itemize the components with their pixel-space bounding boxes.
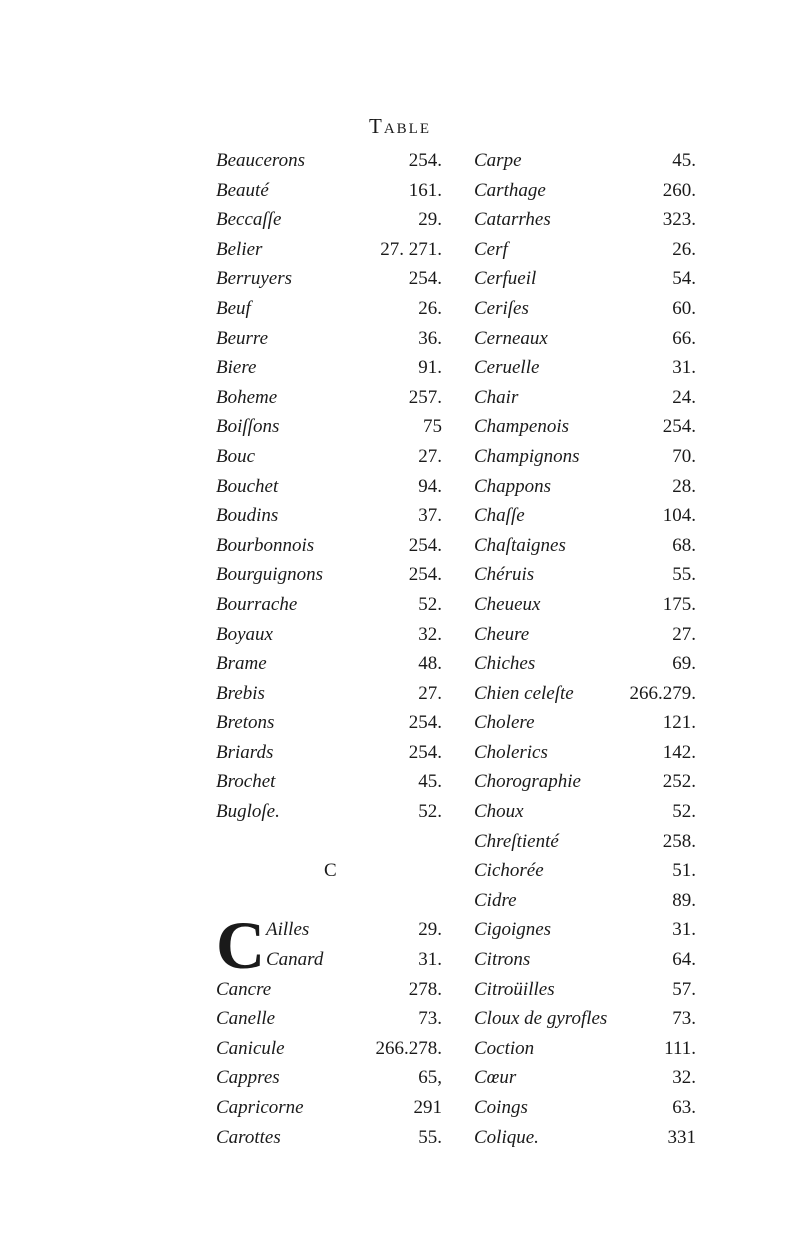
index-entry <box>216 205 442 235</box>
entry-term: Briards <box>216 741 274 763</box>
entry-page-number: 161. <box>408 179 442 201</box>
entry-term: Chreſtienté <box>474 830 559 852</box>
index-entry <box>216 235 442 265</box>
entry-term: Beaucerons <box>216 150 305 171</box>
entry-page-number: 32. <box>672 1067 696 1089</box>
entry-page-number: 32. <box>418 623 442 645</box>
entry-page-number: 73. <box>418 1008 442 1030</box>
entry-term: Choux <box>474 801 524 823</box>
entry-term: Cerfueil <box>474 268 537 290</box>
entry-term: Chair <box>474 386 519 408</box>
index-entry <box>216 649 442 679</box>
entry-term: Cheure <box>474 623 530 645</box>
index-entry <box>474 945 696 975</box>
entry-term: Beccaſſe <box>216 209 282 231</box>
index-entry <box>474 1063 696 1093</box>
entry-page-number: 36. <box>418 327 442 349</box>
index-entry <box>216 915 442 945</box>
index-entry <box>216 708 442 738</box>
index-entry <box>216 442 442 472</box>
entry-page-number: 254. <box>662 416 696 438</box>
index-entry <box>474 353 696 383</box>
entry-term: Canelle <box>216 1008 276 1030</box>
entry-page-number: 57. <box>672 978 696 1000</box>
entry-page-number: 254. <box>408 741 442 763</box>
drop-cap-block <box>216 907 442 984</box>
entry-term: Belier <box>216 238 263 260</box>
entry-page-number: 266.279. <box>629 682 696 704</box>
entry-page-number: 26. <box>672 238 696 260</box>
index-entry <box>474 235 696 265</box>
index-entry <box>216 472 442 502</box>
entry-term: Chappons <box>474 475 552 497</box>
entry-page-number: 278. <box>408 978 442 1000</box>
entry-term: Ceriſes <box>474 297 529 319</box>
index-entry <box>216 1123 442 1153</box>
entry-page-number: 254. <box>408 150 442 171</box>
entry-page-number: 52. <box>418 593 442 615</box>
entry-page-number: 91. <box>418 357 442 379</box>
entry-term: Cerneaux <box>474 327 548 349</box>
entry-page-number: 26. <box>418 297 442 319</box>
index-entry <box>474 738 696 768</box>
entry-term: Catarrhes <box>474 209 551 231</box>
entry-page-number: 54. <box>672 268 696 290</box>
entry-term: Brochet <box>216 771 276 793</box>
entry-page-number: 51. <box>672 860 696 882</box>
index-entry <box>474 1034 696 1064</box>
index-entry <box>474 620 696 650</box>
entry-term: Cancre <box>216 978 272 1000</box>
index-entry <box>216 324 442 354</box>
index-entry <box>474 856 696 886</box>
entry-term: Bourguignons <box>216 564 323 586</box>
index-entry <box>474 531 696 561</box>
entry-term: Boudins <box>216 505 279 527</box>
entry-page-number: 52. <box>418 801 442 823</box>
index-entry <box>474 886 696 916</box>
index-entry <box>216 1004 442 1034</box>
entry-term: Berruyers <box>216 268 292 290</box>
entry-page-number: 45. <box>418 771 442 793</box>
entry-term: Chaſſe <box>474 505 525 527</box>
entry-page-number: 63. <box>672 1097 696 1118</box>
entry-page-number: 31. <box>418 949 442 971</box>
entry-term: Chiches <box>474 653 536 675</box>
entry-page-number: 37. <box>418 505 442 527</box>
entry-page-number: 104. <box>662 505 696 527</box>
index-entry <box>474 442 696 472</box>
index-entry <box>216 176 442 206</box>
entry-page-number: 252. <box>662 771 696 793</box>
index-entry <box>216 560 442 590</box>
entry-term: Colique. <box>474 1126 539 1148</box>
entry-term: Boheme <box>216 386 278 408</box>
entry-page-number: 27. <box>672 623 696 645</box>
index-list-c-right <box>474 146 696 1152</box>
drop-cap-initial: C <box>216 907 266 984</box>
index-entry <box>474 412 696 442</box>
index-entry <box>216 738 442 768</box>
index-list-b <box>216 146 442 827</box>
entry-page-number: 323. <box>662 209 696 231</box>
index-column-right <box>474 146 696 1152</box>
entry-page-number: 69. <box>672 653 696 675</box>
entry-page-number: 31. <box>672 919 696 941</box>
index-entry <box>216 412 442 442</box>
index-entry <box>216 945 442 975</box>
index-entry <box>216 146 442 176</box>
entry-term: Cerf <box>474 238 508 260</box>
index-entry <box>216 294 442 324</box>
entry-term: Capricorne <box>216 1097 304 1118</box>
index-entry <box>474 590 696 620</box>
entry-page-number: 55. <box>672 564 696 586</box>
section-gap <box>216 827 442 857</box>
entry-page-number: 175. <box>662 593 696 615</box>
entry-page-number: 27. <box>418 445 442 467</box>
index-entry <box>474 176 696 206</box>
index-column-left <box>216 146 442 1152</box>
entry-page-number: 254. <box>408 712 442 734</box>
index-entry <box>474 472 696 502</box>
index-entry <box>474 560 696 590</box>
drop-cap-entries <box>216 907 442 984</box>
index-entry <box>216 1034 442 1064</box>
index-entry <box>474 1093 696 1123</box>
entry-page-number: 75 <box>423 416 442 438</box>
index-entry <box>216 797 442 827</box>
index-entry <box>216 531 442 561</box>
index-entry <box>474 1123 696 1153</box>
index-entry <box>474 915 696 945</box>
entry-page-number: 28. <box>672 475 696 497</box>
entry-page-number: 260. <box>662 179 696 201</box>
entry-term: Citroüilles <box>474 978 555 1000</box>
entry-term: Brame <box>216 653 267 675</box>
entry-term: Beauté <box>216 179 269 201</box>
index-entry <box>474 205 696 235</box>
index-entry <box>216 620 442 650</box>
entry-page-number: 121. <box>662 712 696 734</box>
entry-page-number: 29. <box>418 209 442 231</box>
entry-term: Chéruis <box>474 564 535 586</box>
entry-page-number: 331 <box>667 1126 696 1148</box>
entry-page-number: 27. <box>418 682 442 704</box>
entry-term: Carthage <box>474 179 546 201</box>
section-letter: C <box>324 860 337 882</box>
entry-page-number: 52. <box>672 801 696 823</box>
entry-term: Chaſtaignes <box>474 534 566 556</box>
index-entry <box>216 1063 442 1093</box>
entry-page-number: 266.278. <box>375 1037 442 1059</box>
entry-term: Carottes <box>216 1126 281 1148</box>
entry-term: Cholere <box>474 712 535 734</box>
index-entry <box>216 767 442 797</box>
entry-page-number: 68. <box>672 534 696 556</box>
index-entry <box>474 501 696 531</box>
entry-term: Cigoignes <box>474 919 552 941</box>
entry-page-number: 24. <box>672 386 696 408</box>
index-entry <box>474 264 696 294</box>
entry-page-number: 254. <box>408 564 442 586</box>
entry-term: Bouchet <box>216 475 279 497</box>
entry-term: Cœur <box>474 1067 517 1089</box>
index-entry <box>216 383 442 413</box>
entry-page-number: 254. <box>408 268 442 290</box>
entry-term: Cidre <box>474 889 517 911</box>
entry-page-number: 94. <box>418 475 442 497</box>
index-entry <box>216 501 442 531</box>
index-entry <box>474 679 696 709</box>
entry-term: Bourrache <box>216 593 298 615</box>
entry-term: Brebis <box>216 682 265 704</box>
entry-term: Carpe <box>474 150 522 171</box>
entry-term: Chien celeſte <box>474 682 574 704</box>
entry-term: Biere <box>216 357 257 379</box>
entry-term: Bouc <box>216 445 256 467</box>
index-entry <box>474 383 696 413</box>
entry-page-number: 142. <box>662 741 696 763</box>
entry-term: Chorographie <box>474 771 581 793</box>
entry-term: Canicule <box>216 1037 285 1059</box>
entry-page-number: 73. <box>672 1008 696 1030</box>
entry-page-number: 64. <box>672 949 696 971</box>
entry-term: Ailles <box>266 919 310 941</box>
entry-term: Beurre <box>216 327 269 349</box>
entry-term: Canard <box>266 949 324 971</box>
index-entry <box>474 324 696 354</box>
index-entry <box>216 590 442 620</box>
entry-page-number: 48. <box>418 653 442 675</box>
index-entry <box>474 767 696 797</box>
entry-page-number: 111. <box>664 1037 696 1059</box>
entry-term: Ceruelle <box>474 357 540 379</box>
entry-page-number: 66. <box>672 327 696 349</box>
entry-page-number: 55. <box>418 1126 442 1148</box>
entry-term: Beuf <box>216 297 251 319</box>
entry-term: Bretons <box>216 712 275 734</box>
entry-page-number: 70. <box>672 445 696 467</box>
entry-term: Citrons <box>474 949 531 971</box>
entry-page-number: 258. <box>662 830 696 852</box>
entry-term: Cappres <box>216 1067 280 1089</box>
entry-term: Coction <box>474 1037 535 1059</box>
entry-page-number: 27. 271. <box>380 238 442 260</box>
entry-page-number: 45. <box>672 150 696 171</box>
entry-page-number: 291 <box>413 1097 442 1118</box>
entry-page-number: 60. <box>672 297 696 319</box>
index-entry <box>474 827 696 857</box>
entry-term: Boiſſons <box>216 416 280 438</box>
entry-page-number: 89. <box>672 889 696 911</box>
index-list-c <box>216 975 442 1153</box>
index-entry <box>474 797 696 827</box>
entry-page-number: 31. <box>672 357 696 379</box>
entry-term: Cholerics <box>474 741 548 763</box>
entry-page-number: 257. <box>408 386 442 408</box>
index-entry <box>474 649 696 679</box>
index-entry <box>216 679 442 709</box>
entry-page-number: 29. <box>418 919 442 941</box>
index-entry <box>474 146 696 176</box>
entry-term: Cheueux <box>474 593 541 615</box>
entry-page-number: 65, <box>418 1067 442 1089</box>
index-entry <box>474 708 696 738</box>
entry-page-number: 254. <box>408 534 442 556</box>
entry-term: Bugloſe. <box>216 801 280 823</box>
index-entry <box>216 353 442 383</box>
entry-term: Coings <box>474 1097 528 1118</box>
entry-term: Champignons <box>474 445 580 467</box>
entry-term: Boyaux <box>216 623 273 645</box>
index-entry <box>474 1004 696 1034</box>
entry-term: Cloux de gyrofles <box>474 1008 608 1030</box>
index-entry <box>216 264 442 294</box>
index-entry <box>474 294 696 324</box>
index-entry <box>216 975 442 1005</box>
entry-term: Bourbonnois <box>216 534 315 556</box>
entry-term: Cichorée <box>474 860 544 882</box>
entry-term: Champenois <box>474 416 569 438</box>
index-entry <box>474 975 696 1005</box>
page-title: Table <box>369 114 431 138</box>
index-entry <box>216 1093 442 1123</box>
